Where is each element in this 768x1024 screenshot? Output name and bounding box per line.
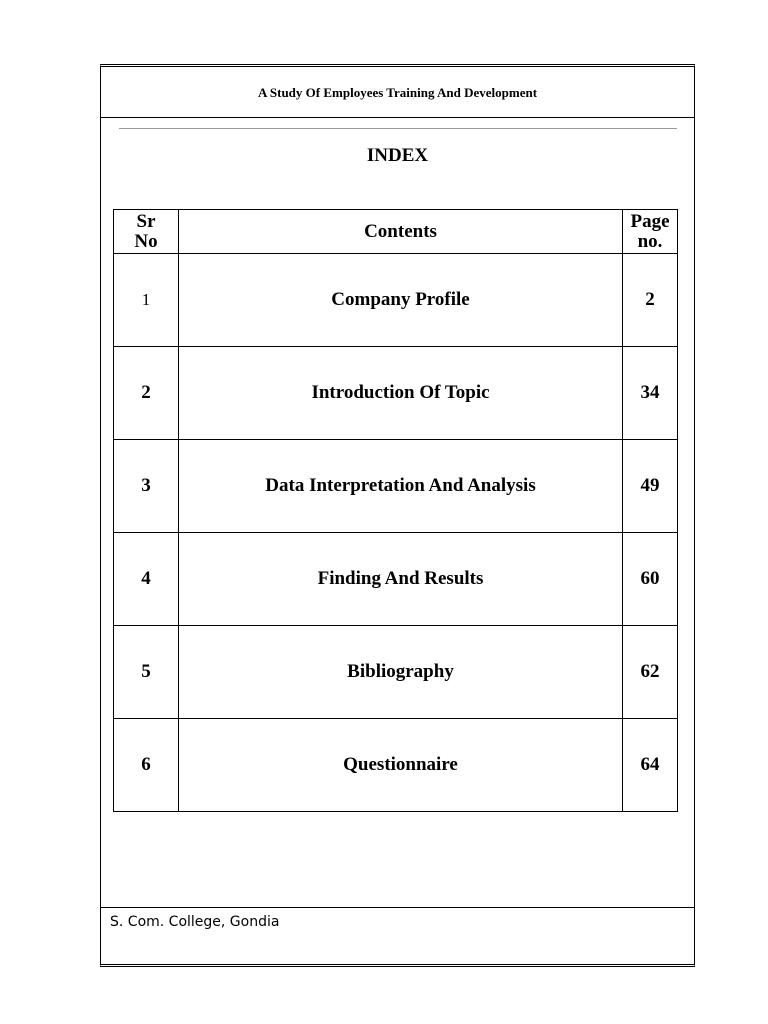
row-sr: 1 <box>114 254 179 347</box>
row-page: 49 <box>623 440 678 533</box>
header-sr-line2: No <box>134 230 158 252</box>
header-page-line1: Page <box>630 210 670 232</box>
header-sr-no <box>114 210 179 254</box>
header-contents: Contents <box>179 210 623 254</box>
row-page: 34 <box>623 347 678 440</box>
row-page: 64 <box>623 719 678 812</box>
row-contents: Questionnaire <box>179 719 623 812</box>
page-footer <box>101 907 694 964</box>
row-sr: 5 <box>114 626 179 719</box>
table-row <box>114 347 678 440</box>
row-sr: 3 <box>114 440 179 533</box>
row-contents: Bibliography <box>179 626 623 719</box>
row-page: 2 <box>623 254 678 347</box>
row-page: 60 <box>623 533 678 626</box>
header-page-no <box>623 210 678 254</box>
row-sr: 6 <box>114 719 179 812</box>
header-sr-line1: Sr <box>136 210 156 232</box>
header-title: A Study Of Employees Training And Development <box>257 85 538 100</box>
table-row <box>114 440 678 533</box>
table-row <box>114 533 678 626</box>
table-row <box>114 626 678 719</box>
table-row <box>114 719 678 812</box>
row-contents: Company Profile <box>179 254 623 347</box>
footer-text: S. Com. College, Gondia <box>110 914 280 930</box>
index-table <box>113 209 678 812</box>
header-rule <box>119 128 677 129</box>
row-contents: Data Interpretation And Analysis <box>179 440 623 533</box>
table-row <box>114 254 678 347</box>
page-frame <box>100 64 695 967</box>
row-sr: 2 <box>114 347 179 440</box>
row-sr: 4 <box>114 533 179 626</box>
index-title: INDEX <box>366 145 429 166</box>
header-page-line2: no. <box>637 230 663 252</box>
row-contents: Finding And Results <box>179 533 623 626</box>
table-header-row <box>114 210 678 254</box>
row-contents: Introduction Of Topic <box>179 347 623 440</box>
page-header <box>101 67 694 118</box>
row-page: 62 <box>623 626 678 719</box>
